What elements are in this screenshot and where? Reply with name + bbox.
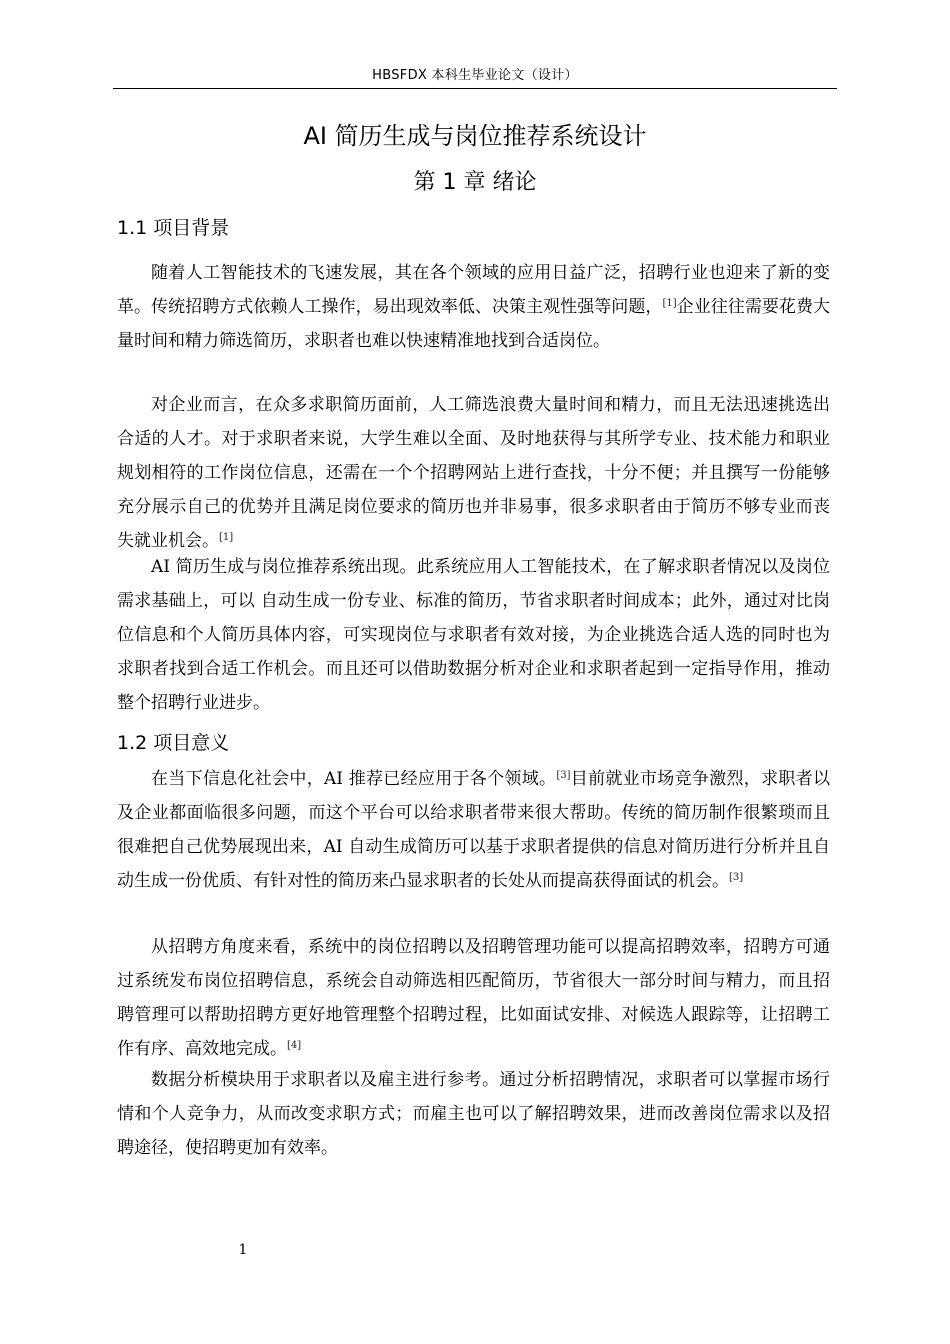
section-heading-significance: 1.2 项目意义 xyxy=(117,732,230,754)
chapter-title: 第 1 章 绪论 xyxy=(413,170,537,195)
paragraph: 在当下信息化社会中，AI 推荐已经应用于各个领域。[3]目前就业市场竞争激烈，求职者以及企业都面临很多问题，而这个平台可以给求职者带来很大帮助。传统的简历制作很繁琐而且很难把自己优势展现出来，AI 自动生成简历可以基于求职者提供的信息对简历进行分析并且自动生成一份优质、有针对性的简历来凸显求职者的长处从而提高获得面试的机会。[3] xyxy=(117,769,830,891)
citation-marker: [3] xyxy=(729,872,744,883)
page-number: 1 xyxy=(238,1242,248,1258)
paragraph: 从招聘方角度来看，系统中的岗位招聘以及招聘管理功能可以提高招聘效率，招聘方可通过系统发布岗位招聘信息，系统会自动筛选相匹配简历，节省很大一部分时间与精力，而且招聘管理可以帮助招聘方更好地管理整个招聘过程，比如面试安排、对候选人跟踪等，让招聘工作有序、高效地完成。[4] xyxy=(117,937,830,1059)
header-rule xyxy=(113,88,837,89)
running-header: HBSFDX 本科生毕业论文（设计） xyxy=(372,68,578,83)
paragraph: AI 简历生成与岗位推荐系统出现。此系统应用人工智能技术，在了解求职者情况以及岗位需求基础上，可以 自动生成一份专业、标准的简历，节省求职者时间成本；此外，通过对比岗位信息和个人简历具体内容，可实现岗位与求职者有效对接，为企业挑选合适人选的同时也为求职者找到合适工作机会。而且还可以借助数据分析对企业和求职者起到一定指导作用，推动整个招聘行业进步。 xyxy=(117,557,830,713)
citation-marker: [3] xyxy=(556,770,571,781)
paper-title: AI 简历生成与岗位推荐系统设计 xyxy=(303,122,647,150)
paragraph: 随着人工智能技术的飞速发展，其在各个领域的应用日益广泛，招聘行业也迎来了新的变革。传统招聘方式依赖人工操作，易出现效率低、决策主观性强等问题，[1]企业往往需要花费大量时间和精力筛选简历，求职者也难以快速精准地找到合适岗位。 xyxy=(117,263,831,351)
citation-marker: [1] xyxy=(219,532,234,543)
citation-marker: [4] xyxy=(287,1040,302,1051)
citation-marker: [1] xyxy=(662,298,677,309)
paragraph: 对企业而言，在众多求职简历面前，人工筛选浪费大量时间和精力，而且无法迅速挑选出合适的人才。对于求职者来说，大学生难以全面、及时地获得与其所学专业、技术能力和职业规划相符的工作岗位信息，还需在一个个招聘网站上进行查找，十分不便；并且撰写一份能够充分展示自己的优势并且满足岗位要求的简历也并非易事，很多求职者由于简历不够专业而丧失就业机会。[1] xyxy=(117,395,830,551)
paragraph: 数据分析模块用于求职者以及雇主进行参考。通过分析招聘情况，求职者可以掌握市场行情和个人竞争力，从而改变求职方式；而雇主也可以了解招聘效果，进而改善岗位需求以及招聘途径，使招聘更加有效率。 xyxy=(117,1070,830,1158)
section-heading-background: 1.1 项目背景 xyxy=(117,217,230,239)
